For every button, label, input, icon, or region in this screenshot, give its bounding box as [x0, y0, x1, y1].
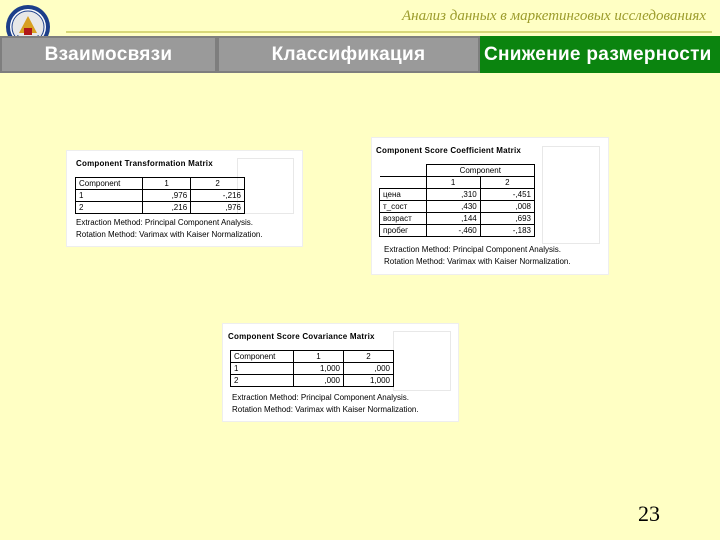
- table-cell: ,310: [426, 189, 480, 201]
- transformation-matrix-title: Component Transformation Matrix: [76, 159, 213, 168]
- table-cell: -,460: [426, 225, 480, 237]
- row-label: пробег: [380, 225, 427, 237]
- covariance-matrix-title: Component Score Covariance Matrix: [228, 332, 375, 341]
- column-header: Component: [76, 178, 143, 190]
- coefficient-matrix-title: Component Score Coefficient Matrix: [376, 146, 522, 155]
- transformation-matrix-panel: [66, 150, 303, 247]
- header-divider: [66, 31, 712, 33]
- table-cell: ,216: [143, 202, 191, 214]
- transformation-matrix-table: [75, 177, 245, 214]
- rotation-method-note: Rotation Method: Varimax with Kaiser Normalization.: [76, 230, 263, 239]
- coefficient-matrix-panel: [371, 137, 609, 275]
- extraction-method-note: Extraction Method: Principal Component Analysis.: [76, 218, 253, 227]
- table-header-row: [380, 165, 535, 177]
- table-row: [380, 189, 535, 201]
- table-header-row: [76, 178, 245, 190]
- table-cell: ,000: [294, 375, 344, 387]
- table-cell: ,000: [344, 363, 394, 375]
- presentation-title: Анализ данных в маркетинговых исследованиях: [401, 8, 706, 24]
- row-label: 1: [76, 190, 143, 202]
- tab-relationships[interactable]: Взаимосвязи: [0, 36, 217, 73]
- empty-corner-cell: [380, 177, 427, 189]
- extraction-method-note: Extraction Method: Principal Component Analysis.: [232, 393, 409, 402]
- table-row: [76, 202, 245, 214]
- column-header: Component: [231, 351, 294, 363]
- column-header: 2: [191, 178, 245, 190]
- column-header: 2: [344, 351, 394, 363]
- row-label: возраст: [380, 213, 427, 225]
- table-row: [380, 201, 535, 213]
- covariance-matrix-table: [230, 350, 394, 387]
- empty-corner-cell: [380, 165, 427, 177]
- rotation-method-note: Rotation Method: Varimax with Kaiser Normalization.: [232, 405, 419, 414]
- row-label: цена: [380, 189, 427, 201]
- table-cell: ,693: [480, 213, 534, 225]
- table-header-row: [380, 177, 535, 189]
- coefficient-matrix-table: [379, 164, 535, 237]
- table-cell: -,183: [480, 225, 534, 237]
- table-row: [231, 363, 394, 375]
- row-label: 2: [76, 202, 143, 214]
- table-row: [231, 375, 394, 387]
- table-row: [380, 225, 535, 237]
- table-cell: 1,000: [294, 363, 344, 375]
- tab-dimension-reduction[interactable]: Снижение размерности: [480, 36, 720, 73]
- row-label: т_сост: [380, 201, 427, 213]
- slide-number: 23: [638, 501, 660, 526]
- table-cell: ,144: [426, 213, 480, 225]
- row-label: 1: [231, 363, 294, 375]
- table-cell: 1,000: [344, 375, 394, 387]
- table-cell: -,216: [191, 190, 245, 202]
- covariance-matrix-panel: [222, 323, 459, 422]
- section-tabs: [0, 36, 720, 73]
- extraction-method-note: Extraction Method: Principal Component Analysis.: [384, 245, 561, 254]
- column-header: 1: [294, 351, 344, 363]
- table-cell: -,451: [480, 189, 534, 201]
- table-cell: ,976: [143, 190, 191, 202]
- table-header-row: [231, 351, 394, 363]
- rotation-method-note: Rotation Method: Varimax with Kaiser Normalization.: [384, 257, 571, 266]
- column-header: 1: [426, 177, 480, 189]
- table-row: [76, 190, 245, 202]
- component-group-header: Component: [426, 165, 535, 177]
- column-header: 1: [143, 178, 191, 190]
- tab-classification[interactable]: Классификация: [217, 36, 480, 73]
- row-label: 2: [231, 375, 294, 387]
- column-header: 2: [480, 177, 534, 189]
- table-cell: ,008: [480, 201, 534, 213]
- table-row: [380, 213, 535, 225]
- table-cell: ,976: [191, 202, 245, 214]
- table-cell: ,430: [426, 201, 480, 213]
